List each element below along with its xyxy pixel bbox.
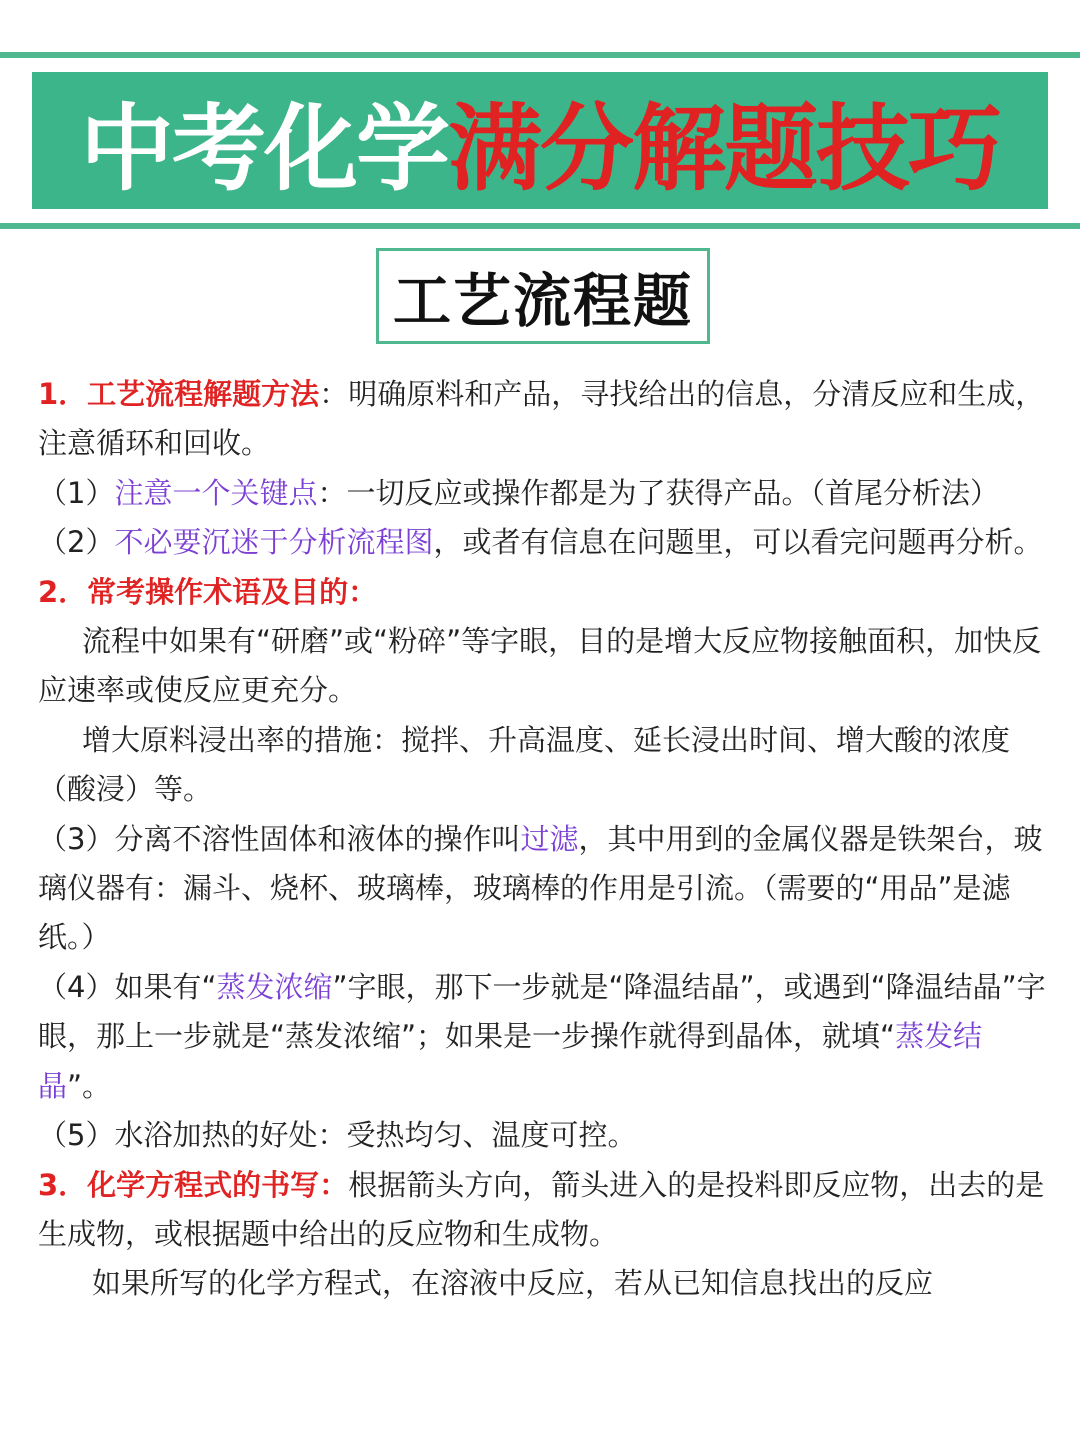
subtitle: 工艺流程题 <box>392 267 693 335</box>
point-4-pre: （4）如果有“ <box>38 969 217 1004</box>
section-1-heading: 1．工艺流程解题方法 <box>38 377 320 411</box>
section-1 <box>38 370 1048 469</box>
point-3-post: ，其中用到的金属仪器是铁架台，玻璃仪器有：漏斗、烧杯、玻璃棒，玻璃棒的作用是引流。（需要的“用品”是滤纸。） <box>38 821 1043 955</box>
point-4-highlight-2: 蒸发结晶 <box>38 1019 983 1103</box>
point-1-highlight: 注意一个关键点 <box>114 475 318 510</box>
title-red: 满分解题技巧 <box>448 95 1001 204</box>
point-4-mid: ”字眼，那下一步就是“降温结晶”，或遇到“降温结晶”字眼，那上一步就是“蒸发浓缩”；如果是一步操作就得到晶体，就填“ <box>38 969 1046 1054</box>
section-2 <box>38 568 1048 617</box>
point-1 <box>38 469 1048 518</box>
point-2-highlight: 不必要沉迷于分析流程图 <box>114 525 434 560</box>
point-2-text: ，或者有信息在问题里，可以看完问题再分析。 <box>433 525 1043 560</box>
section-3-heading: 3．化学方程式的书写： <box>38 1167 349 1202</box>
article-body <box>38 370 1048 1309</box>
top-rule <box>0 52 1080 58</box>
point-4-post: ”。 <box>67 1068 112 1103</box>
subtitle-box <box>376 248 710 344</box>
section-3 <box>38 1161 1048 1260</box>
point-5: （5）水浴加热的好处：受热均匀、温度可控。 <box>38 1118 637 1153</box>
point-3-highlight: 过滤 <box>520 821 579 856</box>
paragraph-equation: 如果所写的化学方程式，在溶液中反应，若从已知信息找出的反应 <box>92 1266 934 1301</box>
paragraph-leaching: 增大原料浸出率的措施：搅拌、升高温度、延长浸出时间、增大酸的浓度（酸浸）等。 <box>38 722 1011 807</box>
title-white: 中考化学 <box>79 95 448 204</box>
point-4-highlight-1: 蒸发浓缩 <box>216 969 333 1004</box>
section-1-text: ：明确原料和产品，寻找给出的信息，分清反应和生成，注意循环和回收。 <box>38 377 1045 461</box>
bottom-rule <box>0 223 1080 229</box>
point-4 <box>38 963 1048 1111</box>
point-2-num: （2） <box>38 525 115 560</box>
section-2-heading: 2．常考操作术语及目的： <box>38 574 378 609</box>
title-banner <box>32 72 1048 209</box>
point-1-text: ：一切反应或操作都是为了获得产品。（首尾分析法） <box>317 475 999 510</box>
point-1-num: （1） <box>38 475 115 510</box>
point-3-pre: （3）分离不溶性固体和液体的操作叫 <box>38 821 521 856</box>
paragraph-grinding: 流程中如果有“研磨”或“粉碎”等字眼，目的是增大反应物接触面积，加快反应速率或使反应更充分。 <box>38 624 1042 708</box>
point-2 <box>38 518 1048 567</box>
section-3-text: 根据箭头方向，箭头进入的是投料即反应物，出去的是生成物，或根据题中给出的反应物和生成物。 <box>38 1167 1045 1251</box>
point-3 <box>38 815 1048 963</box>
